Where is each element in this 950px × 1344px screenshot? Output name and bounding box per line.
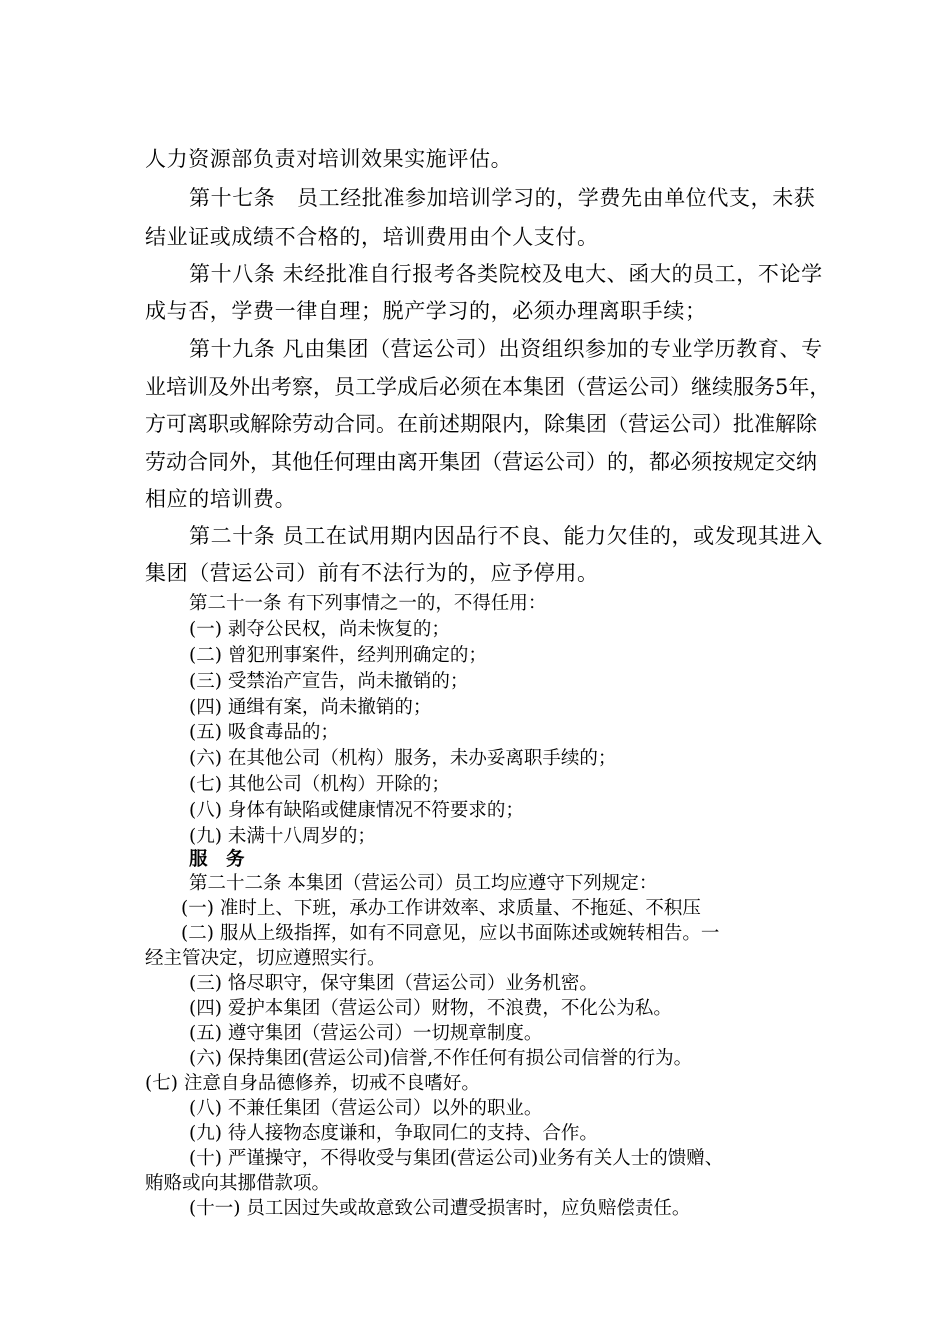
article-22-title: 第二十二条 本集团（营运公司）员工均应遵守下列规定：	[189, 873, 658, 894]
list-item: (一) 准时上、下班，承办工作讲效率、求质量、不拖延、不积压	[181, 898, 701, 919]
list-item: (十) 严谨操守，不得收受与集团(营运公司)业务有关人士的馈赠、	[189, 1148, 724, 1169]
list-item: (二) 曾犯刑事案件，经判刑确定的；	[189, 645, 487, 666]
list-item: (八) 身体有缺陷或健康情况不符要求的；	[189, 800, 524, 821]
list-item: (一) 剥夺公民权，尚未恢复的；	[189, 619, 450, 640]
list-item-continuation: 经主管决定，切应遵照实行。	[145, 948, 386, 969]
paragraph-line: 人力资源部负责对培训效果实施评估。	[145, 147, 513, 171]
article-18-line-2: 成与否，学费一律自理；脱产学习的，必须办理离职手续；	[145, 299, 707, 323]
list-item: (三) 恪尽职守，保守集团（营运公司）业务机密。	[189, 973, 598, 994]
article-19-line-1: 第十九条 凡由集团（营运公司）出资组织参加的专业学历教育、专	[189, 337, 823, 361]
section-heading-service: 服 务	[189, 849, 251, 870]
list-item: (十一) 员工因过失或故意致公司遭受损害时，应负赔偿责任。	[189, 1198, 691, 1219]
list-item: (八) 不兼任集团（营运公司）以外的职业。	[189, 1098, 543, 1119]
article-17-line-2: 结业证或成绩不合格的，培训费用由个人支付。	[145, 225, 599, 249]
list-item: (五) 遵守集团（营运公司）一切规章制度。	[189, 1023, 543, 1044]
list-item: (三) 受禁治产宣告，尚未撤销的；	[189, 671, 469, 692]
list-item: (七) 注意自身品德修养，切戒不良嗜好。	[145, 1073, 480, 1094]
article-19-line-2: 业培训及外出考察，员工学成后必须在本集团（营运公司）继续服务5年，	[145, 375, 831, 399]
list-item: (九) 待人接物态度谦和，争取同仁的支持、合作。	[189, 1123, 598, 1144]
list-item: (七) 其他公司（机构）开除的；	[189, 774, 450, 795]
article-17-line-1: 第十七条 员工经批准参加培训学习的，学费先由单位代支，未获	[189, 186, 816, 210]
list-item-continuation: 贿赂或向其挪借款项。	[145, 1173, 331, 1194]
list-item: (二) 服从上级指挥，如有不同意见，应以书面陈述或婉转相告。一	[181, 923, 720, 944]
list-item: (四) 爱护本集团（营运公司）财物，不浪费，不化公为私。	[189, 998, 672, 1019]
article-18-line-1: 第十八条 未经批准自行报考各类院校及电大、函大的员工，不论学	[189, 262, 823, 286]
article-20-line-2: 集团（营运公司）前有不法行为的，应予停用。	[145, 561, 599, 585]
article-20-line-1: 第二十条 员工在试用期内因品行不良、能力欠佳的，或发现其进入	[189, 524, 823, 548]
article-19-line-4: 劳动合同外，其他任何理由离开集团（营运公司）的，都必须按规定交纳	[145, 450, 817, 474]
list-item: (九) 未满十八周岁的；	[189, 826, 376, 847]
article-19-line-3: 方可离职或解除劳动合同。在前述期限内，除集团（营运公司）批准解除	[145, 412, 817, 436]
article-19-line-5: 相应的培训费。	[145, 487, 297, 511]
list-item: (五) 吸食毒品的；	[189, 722, 339, 743]
list-item: (六) 保持集团(营运公司)信誉,不作任何有损公司信誉的行为。	[189, 1048, 693, 1069]
list-item: (四) 通缉有案，尚未撤销的；	[189, 697, 432, 718]
list-item: (六) 在其他公司（机构）服务，未办妥离职手续的；	[189, 748, 617, 769]
article-21-title: 第二十一条 有下列事情之一的，不得任用：	[189, 593, 547, 614]
